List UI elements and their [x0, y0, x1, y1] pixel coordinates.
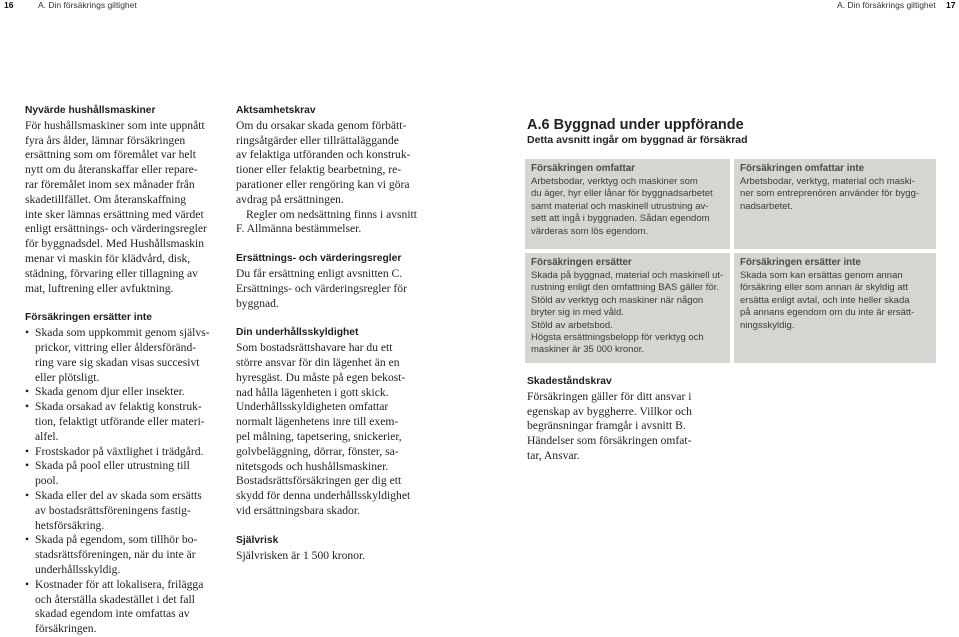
list-item: • Skada som uppkommit genom självs- prickor, vittring eller åldersföränd- ring vare sig skadan visas succesivt eller plötsligt. — [25, 326, 225, 385]
text-line: normalt lägenhetens inre till exem- — [236, 415, 399, 429]
text-line: Arbetsbodar, verktyg, material och maski- — [740, 176, 915, 187]
text-line: Skada på byggnad, material och maskinell ut- — [531, 270, 724, 281]
box-omfattar-inte — [734, 159, 936, 249]
text-line: byggnad. — [236, 296, 279, 310]
heading-ersatter-inte: Försäkringen ersätter inte — [25, 312, 153, 324]
text-line: mat, luftrening eller avfuktning. — [25, 281, 174, 295]
heading-ersattning: Ersättnings- och värderingsregler — [236, 253, 402, 265]
text-line: enligt ersättnings- och värderingsregler — [25, 222, 207, 236]
text-line: F. Allmänna bestämmelser. — [236, 222, 362, 236]
text-line: nitetsgods och hushållsmaskiner. — [236, 459, 389, 473]
text-line: Bostadsrättsförsäkringen ger dig ett — [236, 474, 402, 488]
text-line: skydd för denna underhållsskyldighet — [236, 489, 411, 503]
heading-sjalvrisk: Självrisk — [236, 534, 279, 546]
text-line: nadsarbetet. — [740, 200, 793, 212]
heading-skadestand: Skadeståndskrav — [527, 376, 612, 387]
heading-nyvarde: Nyvärde hushållsmaskiner — [25, 105, 156, 116]
text-line: nytt om du återanskaffar eller repare- — [25, 163, 198, 177]
box-heading: Försäkringen omfattar inte — [740, 163, 865, 174]
text-line: tar, Ansvar. — [527, 448, 580, 462]
skadestand-section — [527, 375, 727, 464]
text-line: inte sker lämnas ersättning med värdet — [25, 207, 204, 221]
text-line: ersätta enligt avtal, och inte heller skada — [740, 294, 910, 306]
text-line: fyra års ålder, lämnar försäkringen — [25, 133, 186, 147]
box-omfattar — [525, 159, 730, 249]
text-line: rar föremålet inom sex månader från — [25, 177, 195, 191]
text-line: Händelser som försäkringen omfat- — [527, 434, 692, 448]
text-line: ringsåtgärder eller tillrättaläggande — [236, 133, 399, 147]
nyvarde-text — [25, 119, 225, 297]
text-line: ner som entreprenören använder för bygg- — [740, 188, 920, 200]
text-line: Arbetsbodar, verktyg och maskiner som — [531, 176, 698, 187]
text-line: bryter sig in med våld. — [531, 307, 624, 319]
column-middle — [236, 104, 436, 563]
list-item: • Skada eller del av skada som ersätts av bostadsrättsföreningens fastig- hetsförsäkring. — [25, 489, 225, 533]
section-subtitle: Detta avsnitt ingår om byggnad är försäkrad — [527, 134, 748, 146]
right-page-number: 17 — [946, 0, 956, 10]
text-line: du äger, hyr eller lånar för byggnadsarbetet — [531, 188, 713, 200]
right-section-title: A. Din försäkrings giltighet — [837, 0, 936, 10]
text-line: Som bostadsrättshavare har du ett — [236, 341, 393, 355]
text-line: försäkring eller som annan är skyldig att — [740, 282, 908, 294]
text-line: samt material och maskinell utrustning av- — [531, 200, 709, 212]
text-line: golvbeläggning, dörrar, fönster, sa- — [236, 444, 399, 458]
text-line: Försäkringen gäller för ditt ansvar i — [527, 389, 692, 403]
text-line: av felaktiga utföranden och konstruk- — [236, 148, 411, 162]
text-line: Stöld av verktyg och maskiner när någon — [531, 294, 704, 306]
text-line: begränsningar framgår i avsnitt B. — [527, 419, 686, 433]
text-line: ersättning som om föremålet var helt — [25, 148, 196, 162]
text-line: värderas som lös egendom. — [531, 225, 649, 237]
text-line: sett att ingå i byggnaden. Sådan egendom — [531, 213, 710, 225]
sjalvrisk-text: Självrisken är 1 500 kronor. — [236, 548, 366, 562]
left-page-number: 16 — [4, 0, 14, 10]
text-line: pel målning, tapetsering, snickerier, — [236, 429, 402, 443]
section-a6-heading — [527, 117, 748, 146]
section-title: A.6 Byggnad under uppförande — [527, 117, 744, 133]
text-line: större ansvar för din lägenhet än en — [236, 355, 400, 369]
text-line: städning, förvaring eller tillagning av — [25, 266, 198, 280]
text-line: Underhållsskyldigheten omfattar — [236, 400, 389, 414]
list-item: • Skada på pool eller utrustning till pool. — [25, 459, 225, 489]
heading-underhall: Din underhållsskyldighet — [236, 327, 359, 339]
text-line: maskiner är 35 000 kronor. — [531, 344, 645, 356]
list-item: • Skada orsakad av felaktig konstruk- tion, felaktigt utförande eller materi- alfel. — [25, 400, 225, 444]
heading-aktsamhet: Aktsamhetskrav — [236, 105, 316, 116]
text-line: ningsskyldig. — [740, 319, 795, 331]
box-ersatter — [525, 253, 730, 363]
page-header — [0, 0, 959, 12]
text-line: parationer eller rengöring kan vi göra — [236, 177, 410, 191]
text-line: Skada som kan ersättas genom annan — [740, 270, 903, 281]
text-line: egenskap av byggherre. Villkor och — [527, 404, 692, 418]
text-line: för byggnadsdel. Med Hushållsmaskin — [25, 237, 205, 251]
text-line: avdrag på ersättningen. — [236, 192, 344, 206]
text-line: Regler om nedsättning finns i avsnitt — [246, 207, 417, 221]
list-item: • Frostskador på växtlighet i trädgård. — [25, 445, 225, 460]
box-heading: Försäkringen omfattar — [531, 163, 635, 174]
left-section-title: A. Din försäkrings giltighet — [38, 0, 137, 10]
text-line: rustning enligt den omfattning BAS gäller för. — [531, 282, 720, 294]
box-ersatter-inte — [734, 253, 936, 363]
text-line: Om du orsakar skada genom förbätt- — [236, 118, 407, 132]
text-line: För hushållsmaskiner som inte uppnått — [25, 118, 205, 132]
list-item: • Skada genom djur eller insekter. — [25, 385, 225, 400]
list-item: • Kostnader för att lokalisera, frilägga och återställa skadestället i det fall skadad egendom inte omfattas av försäkringen. — [25, 578, 225, 637]
text-line: vid ersättningsbara skador. — [236, 503, 360, 517]
text-line: nad hålla lägenheten i gott skick. — [236, 385, 389, 399]
list-item: • Skada på egendom, som tillhör bo- stadsrättsföreningen, när du inte är underhållsskyldig. — [25, 533, 225, 577]
text-line: menar vi maskin för klädvård, disk, — [25, 251, 191, 265]
text-line: skadetillfället. Om återanskaffning — [25, 192, 187, 206]
text-line: på annans egendom om du inte är ersätt- — [740, 307, 915, 319]
text-line: tioner eller felaktig bearbetning, re- — [236, 163, 402, 177]
text-line: Ersättnings- och värderingsregler för — [236, 281, 407, 295]
text-line: Stöld av arbetsbod. — [531, 319, 613, 331]
box-heading: Försäkringen ersätter inte — [740, 257, 861, 268]
text-line: Högsta ersättningsbelopp för verktyg och — [531, 332, 704, 344]
box-heading: Försäkringen ersätter — [531, 257, 632, 268]
text-line: Du får ersättning enligt avsnitten C. — [236, 266, 403, 280]
text-line: hyresgäst. Du måste på egen bekost- — [236, 370, 406, 384]
exclusion-list — [25, 326, 225, 637]
column-left — [25, 104, 225, 637]
